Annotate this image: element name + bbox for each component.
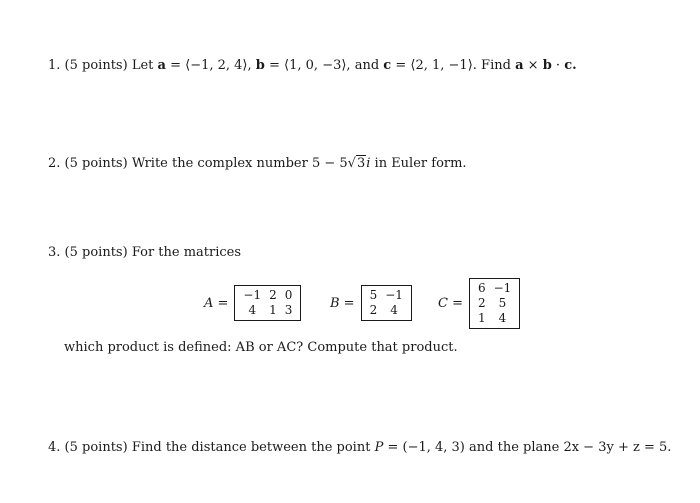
matrices-row — [0, 277, 700, 329]
matrix-c — [438, 277, 520, 329]
matrix-b-cell: −1 — [385, 288, 403, 302]
matrix-c-cell: 2 — [477, 295, 486, 310]
problem-2-text: Write the complex number 5 − 5 — [131, 156, 348, 171]
expr-c: c. — [564, 58, 577, 73]
problem-1-find: Find — [481, 58, 511, 73]
problem-2-points: (5 points) — [64, 156, 128, 171]
matrix-a-cell: 4 — [248, 303, 257, 317]
matrix-b-brackets — [361, 285, 412, 321]
matrix-b-cell: 5 — [369, 288, 378, 302]
matrix-a-cell: 2 — [269, 288, 277, 302]
problem-1-number: 1. — [48, 58, 61, 73]
matrix-c-label: C = — [438, 295, 463, 311]
matrix-b-cell: 4 — [390, 303, 398, 317]
matrix-a-label: A = — [204, 295, 229, 311]
problem-4-text: Find the distance between the point — [131, 440, 371, 455]
expr-dot: · — [555, 58, 561, 73]
matrix-c-cell: 6 — [477, 280, 486, 295]
point-p-value: = (−1, 4, 3) — [387, 440, 465, 455]
matrix-c-cell: 5 — [498, 295, 507, 310]
problem-1: 1. (5 points) Let a = ⟨−1, 2, 4⟩, b = ⟨1, 0, −3⟩, and c = ⟨2, 1, −1⟩. Find a × b · c. — [48, 58, 577, 73]
problem-4-points: (5 points) — [64, 440, 128, 455]
vector-b-name: b — [255, 58, 265, 73]
vector-a-name: a — [157, 58, 166, 73]
point-p-name: P — [374, 440, 384, 455]
matrix-c-cell: −1 — [493, 280, 512, 295]
vector-b-value: ⟨1, 0, −3⟩, — [284, 58, 351, 73]
problem-3-question-text: which product is defined: AB or AC? Compute that product. — [64, 340, 458, 355]
matrix-a-cell: −1 — [243, 288, 262, 302]
expr-a: a — [515, 58, 524, 73]
problem-3-question — [64, 340, 458, 355]
matrix-a-cell: 1 — [269, 303, 277, 317]
problem-2-number: 2. — [48, 156, 61, 171]
matrix-b-label: B = — [330, 295, 355, 311]
problem-4 — [48, 440, 671, 455]
problem-4-number: 4. — [48, 440, 61, 455]
matrix-b-cell: 2 — [369, 303, 378, 317]
problem-1-let: Let — [131, 58, 154, 73]
matrix-b — [330, 277, 412, 329]
problem-3 — [48, 245, 241, 260]
problem-3-text: For the matrices — [131, 245, 242, 260]
matrix-a-brackets — [234, 285, 301, 321]
matrix-c-cell: 1 — [477, 310, 486, 325]
imaginary-unit: i — [366, 156, 371, 171]
problem-1-and: and — [354, 58, 380, 73]
vector-c-value: ⟨2, 1, −1⟩. — [410, 58, 477, 73]
problem-2-text-end: in Euler form. — [374, 156, 467, 171]
expr-times: × — [527, 58, 539, 73]
matrix-c-brackets — [469, 278, 520, 329]
vector-a-value: ⟨−1, 2, 4⟩, — [185, 58, 252, 73]
problem-3-points: (5 points) — [64, 245, 128, 260]
problem-1-points: (5 points) — [64, 58, 128, 73]
matrix-a-cell: 0 — [284, 288, 293, 302]
matrix-c-cell: 4 — [498, 310, 507, 325]
problem-2: 2. (5 points) Write the complex number 5 − 5√3i in Euler form. — [48, 156, 467, 171]
matrix-a — [204, 277, 301, 329]
problem-3-number: 3. — [48, 245, 61, 260]
expr-b: b — [542, 58, 552, 73]
matrix-a-cell: 3 — [284, 303, 293, 317]
problem-4-plane: and the plane 2x − 3y + z = 5. — [469, 440, 672, 455]
sqrt-argument: 3 — [356, 156, 366, 171]
vector-c-name: c — [383, 58, 392, 73]
